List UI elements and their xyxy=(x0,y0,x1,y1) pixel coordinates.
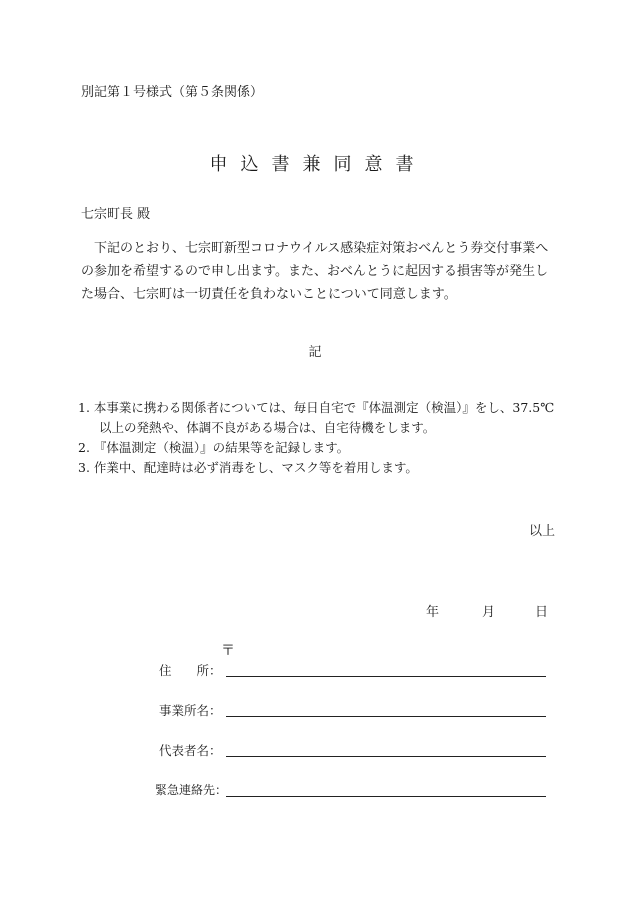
ki-heading: 記 xyxy=(308,345,322,360)
date-day-label: 日 xyxy=(535,605,549,620)
form-reference: 別記第１号様式（第５条関係） xyxy=(81,85,264,100)
list-item: 2. 『体温測定（検温）』の結果等を記録します。 xyxy=(78,440,350,455)
list-item: 3. 作業中、配達時は必ず消毒をし、マスク等を着用します。 xyxy=(78,460,418,475)
agreement-paragraph: 下記のとおり、七宗町新型コロナウイルス感染症対策おべんとう券交付事業への参加を希望するので申し出ます。また、おべんとうに起因する損害等が発生した場合、七宗町は一切責任を負わないことについて同意します。 xyxy=(81,241,549,302)
list-item: 1. 本事業に携わる関係者については、毎日自宅で『体温測定（検温）』をし、37.5℃ xyxy=(78,400,555,415)
address-label: 住 所： xyxy=(159,663,222,678)
closing-mark: 以上 xyxy=(529,524,556,539)
date-year-label: 年 xyxy=(426,605,440,620)
terms-list xyxy=(78,398,554,478)
address-field[interactable] xyxy=(226,676,546,677)
list-item-continuation: 以上の発熱や、体調不良がある場合は、自宅待機をします。 xyxy=(99,420,436,435)
business-name-field[interactable] xyxy=(226,716,546,717)
emergency-contact-field[interactable] xyxy=(226,796,546,797)
representative-label: 代表者名： xyxy=(159,743,222,758)
emergency-contact-label: 緊急連絡先： xyxy=(155,783,228,797)
representative-field[interactable] xyxy=(226,756,546,757)
business-name-label: 事業所名： xyxy=(159,703,222,718)
document-title: 申込書兼同意書 xyxy=(209,154,427,175)
recipient: 七宗町長 殿 xyxy=(81,207,151,222)
postal-mark: 〒 xyxy=(221,643,235,659)
date-month-label: 月 xyxy=(482,605,496,620)
